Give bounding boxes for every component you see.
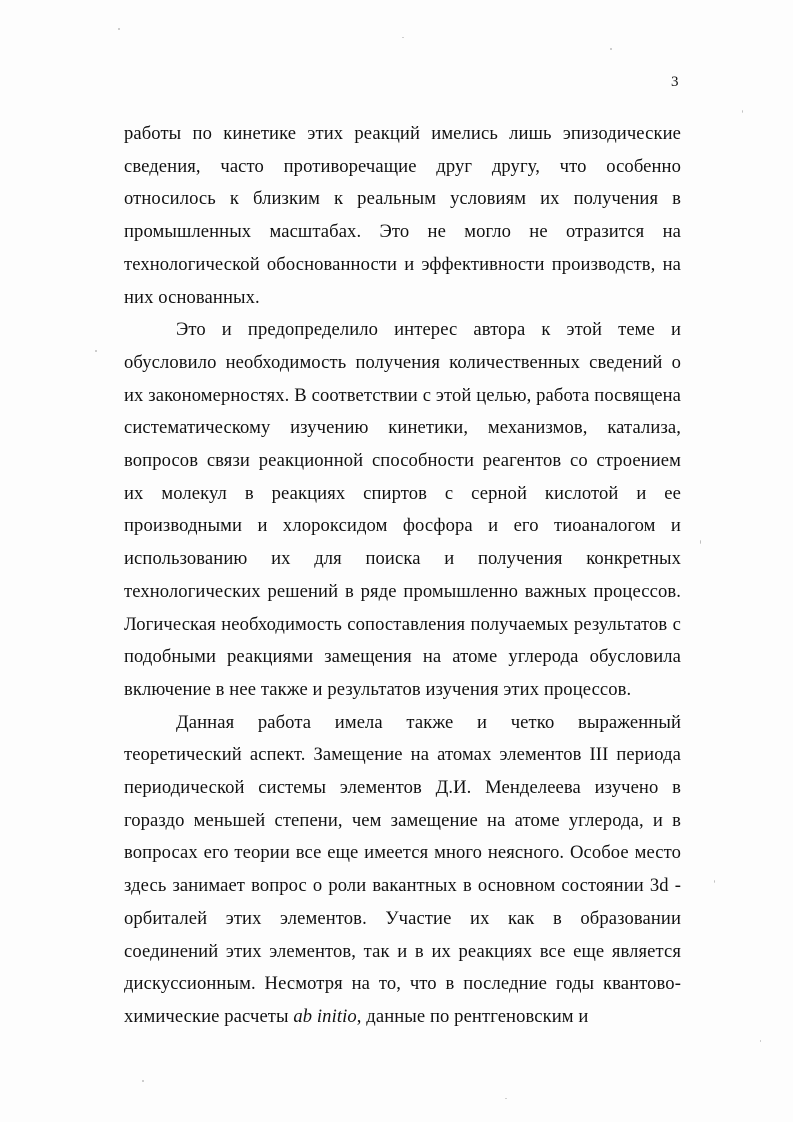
paragraph-theoretical-aspect: [124, 707, 681, 1034]
paragraph-continuation: работы по кинетике этих реакций имелись лишь эпизодические сведения, часто противоречащие друг другу, что особенно относилось к близким к реальным условиям их получения в промышленных масштабах. Это не могло не отразится на технологической обоснованности и эффективности производств, на них основанных.: [124, 123, 681, 308]
scan-speck: [142, 1080, 144, 1082]
scan-speck: [700, 540, 701, 544]
scan-speck: [402, 37, 404, 38]
italic-term: ab initio: [293, 1005, 357, 1027]
scan-speck: [760, 1040, 761, 1042]
scan-speck: [742, 110, 743, 113]
paragraph-text-part: Данная работа имела также и четко выраженный теоретический аспект. Замещение на атомах элементов III периода периодической системы элементов Д.И. Менделеева изучено в гораздо меньшей степени, чем замещение на атоме углерода, и в вопросах его теории все еще имеется много неясного. Особое место здесь занимает вопрос о роли вакантных в основном состоянии 3d - орбиталей этих элементов. Участие их как в образовании соединений этих элементов, так и в их реакциях все еще является дискуссионным. Несмотря на то, что в последние годы квантово-химические расчеты: [124, 711, 681, 1027]
page-number: 3: [671, 74, 679, 90]
paragraph-text-part: , данные по рентгеновским и: [356, 1005, 589, 1027]
body-text: [124, 118, 681, 1034]
paragraph-author-interest: Это и предопределило интерес автора к этой теме и обусловило необходимость получения количественных сведений о их закономерностях. В соответствии с этой целью, работа посвящена систематическому изучению кинетики, механизмов, катализа, вопросов связи реакционной способности реагентов со строением их молекул в реакциях спиртов с серной кислотой и ее производными и хлороксидом фосфора и его тиоаналогом и использованию их для поиска и получения конкретных технологических решений в ряде промышленно важных процессов. Логическая необходимость сопоставления получаемых результатов с подобными реакциями замещения на атоме углерода обусловила включение в нее также и результатов изучения этих процессов.: [124, 319, 681, 700]
scan-speck: [95, 350, 97, 352]
scan-speck: [505, 1098, 507, 1099]
scan-speck: [118, 28, 120, 30]
scan-speck: [714, 880, 715, 883]
scan-speck: [610, 48, 612, 50]
